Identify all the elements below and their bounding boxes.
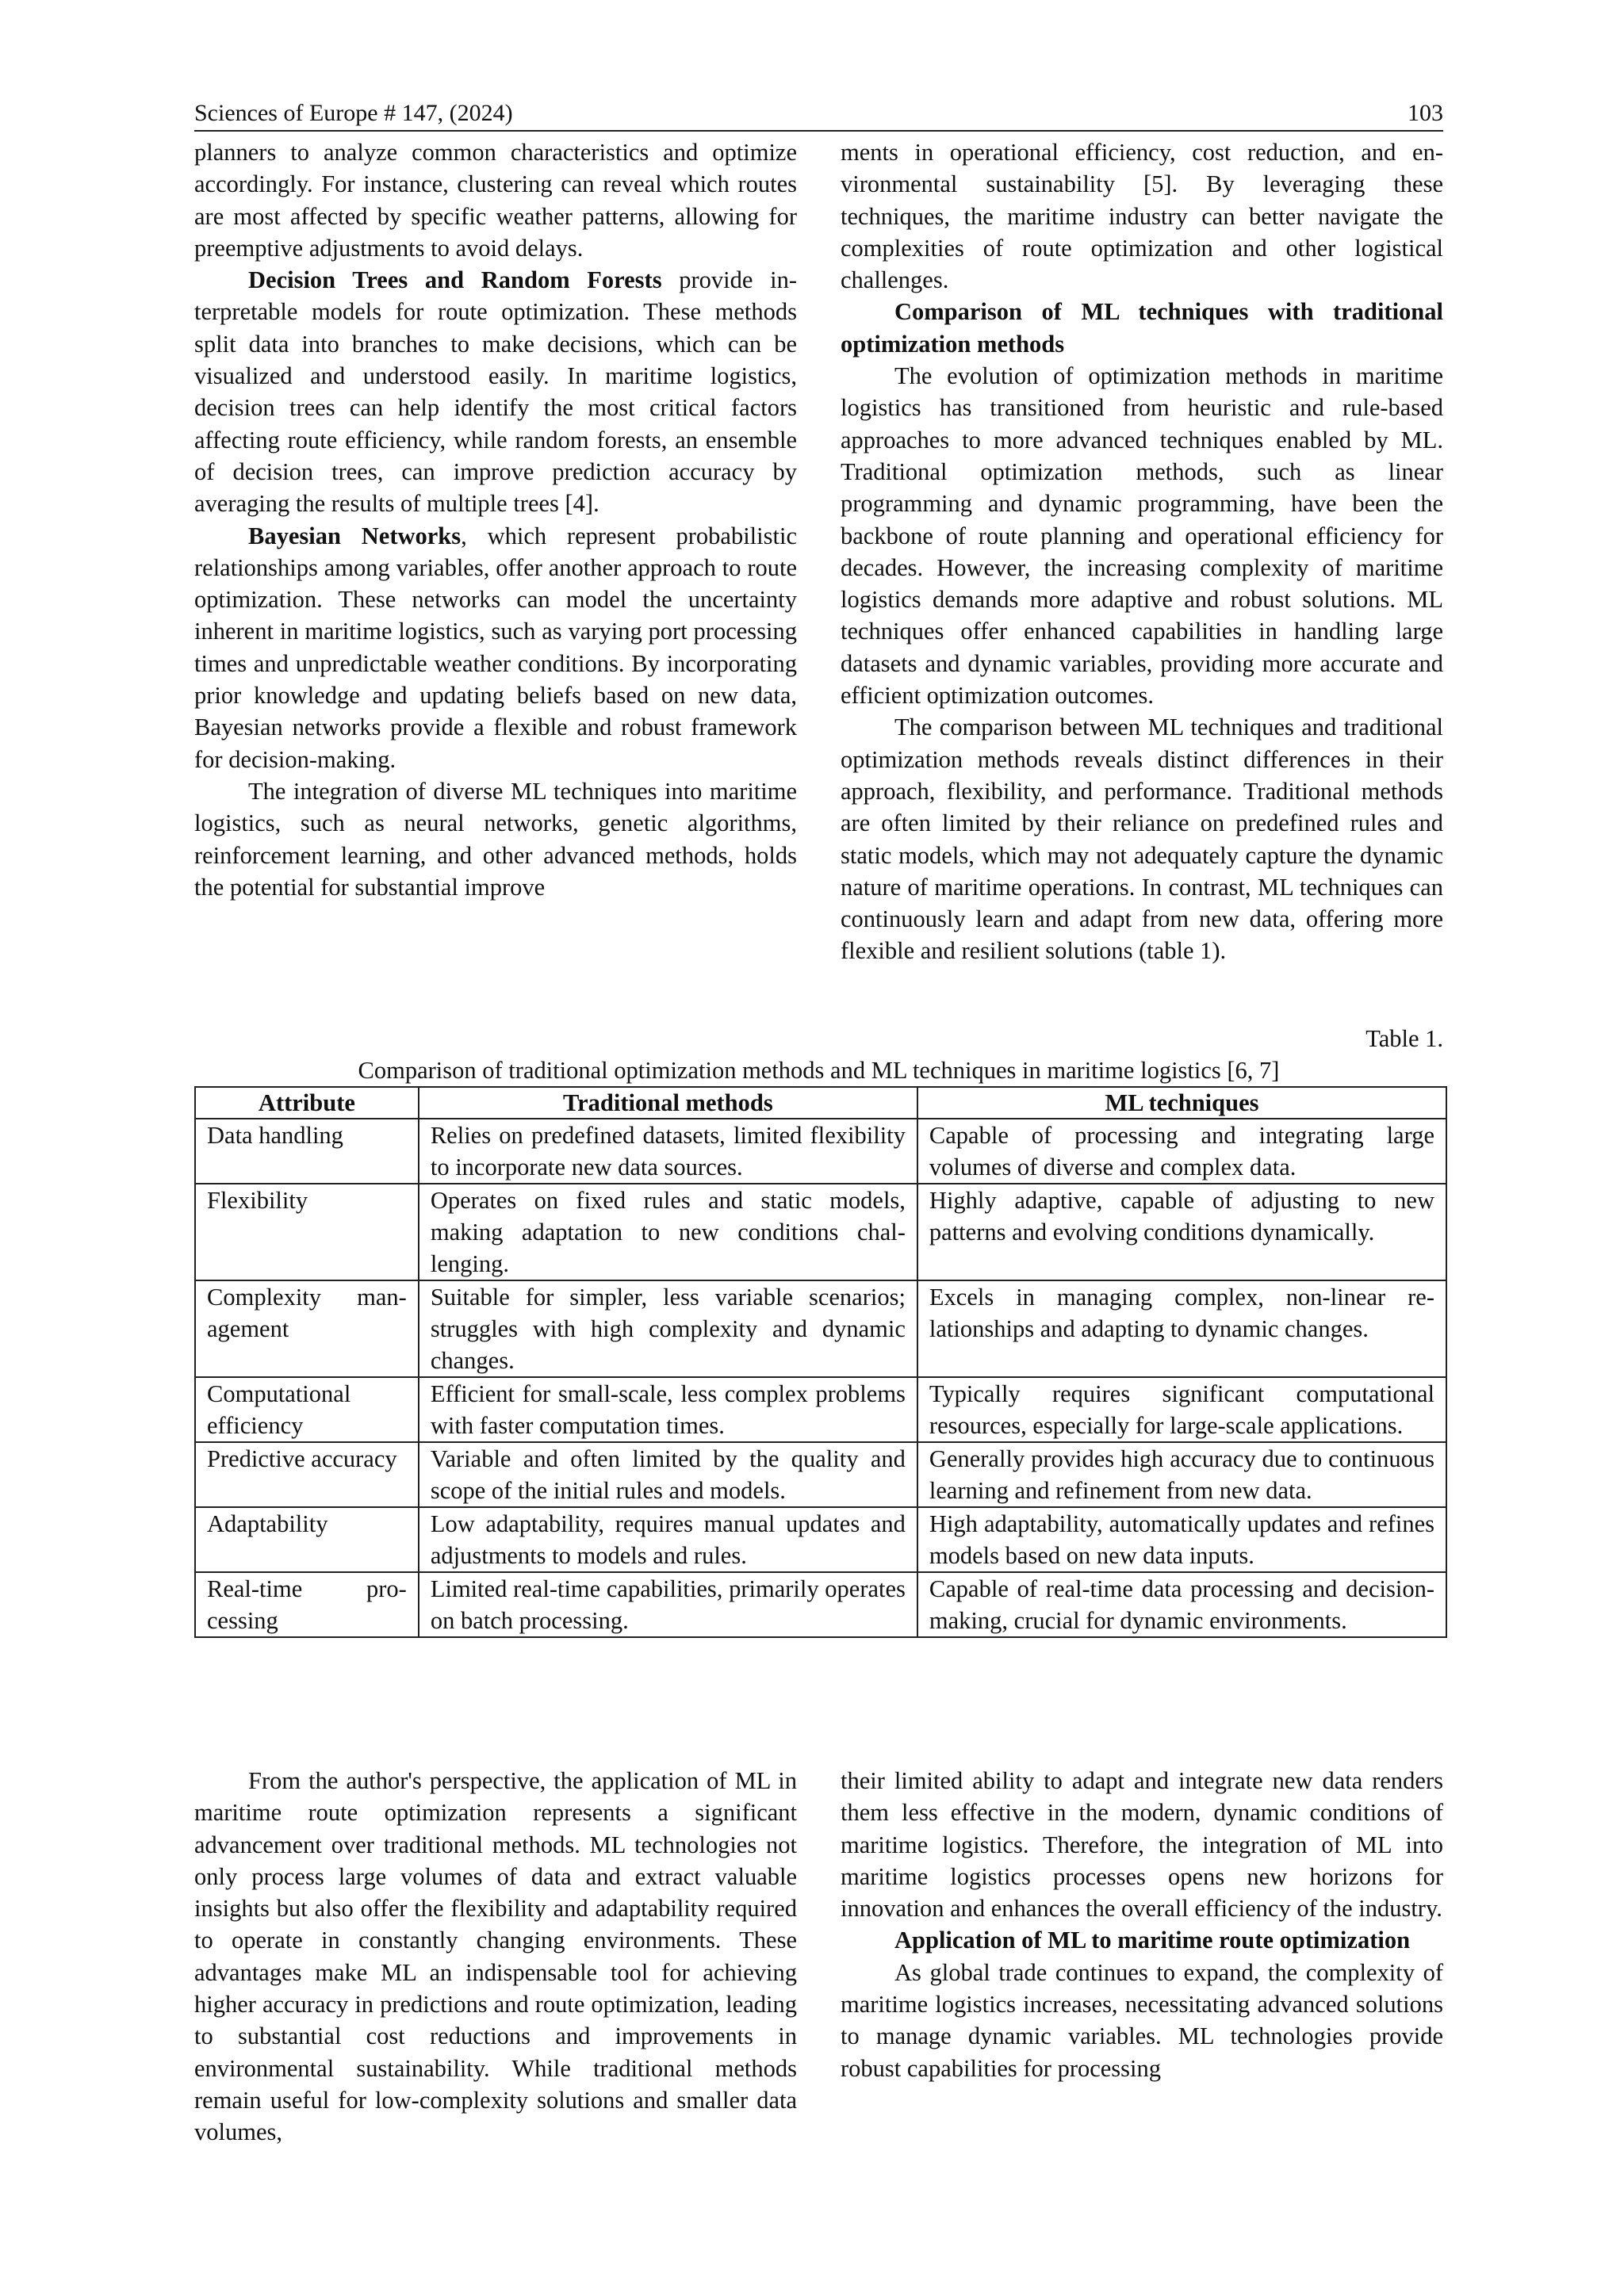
table-cell: Adaptability	[195, 1507, 419, 1572]
table-cell: Operates on fixed rules and static models, making adaptation to new conditions challenging.	[419, 1184, 917, 1280]
table-cell: High adaptability, automatically updates and refines models based on new data inputs.	[917, 1507, 1446, 1572]
paragraph: planners to analyze common characteristics and optimize accordingly. For instance, clustering can reveal which routes are most affected by specific weather patterns, allowing for preemptive adjustments to avoid delays.	[194, 139, 797, 262]
table-cell: Low adaptability, requires manual updates and adjustments to models and rules.	[419, 1507, 917, 1572]
paragraph: ments in operational efficiency, cost reduction, and environmental sustainability [5]. By leveraging these techniques, the maritime industry can better navigate the complexities of route optimization and other logistical challenges.	[841, 139, 1443, 294]
paragraph-decision-trees	[194, 264, 797, 519]
table-cell: Variable and often limited by the quality and scope of the initial rules and models.	[419, 1442, 917, 1507]
running-head	[194, 98, 1443, 132]
paragraph-text: , which represent probabilistic relationships among variables, offer another approach to route optimization. These networks can model the uncertainty inherent in maritime logistics, such as varying port processing times and unpredictable weather conditions. By incorporating prior knowledge and updating beliefs based on new data, Bayesian networks provide a flexible and robust framework for decision-making.	[194, 522, 797, 773]
table-label: Table 1.	[1365, 1025, 1443, 1052]
table-header-row	[195, 1087, 1446, 1119]
term-bayesian-networks: Bayesian Networks	[248, 522, 462, 549]
journal-title: Sciences of Europe # 147, (2024)	[194, 100, 513, 126]
column-header: Attribute	[195, 1087, 419, 1119]
paragraph: their limited ability to adapt and integrate new data renders them less effective in the modern, dynamic conditions of maritime logistics. Therefore, the integration of ML into maritime logistics processes opens new horizons for innovation and enhances the overall efficiency of the industry.	[841, 1767, 1443, 1923]
section-heading: Application of ML to maritime route optimization	[894, 1927, 1411, 1954]
table-cell: Real-time processing	[195, 1572, 419, 1637]
column-bottom-left	[194, 1765, 797, 2149]
column-top-right	[841, 136, 1443, 967]
table-cell: Limited real-time capabilities, primarily operates on batch processing.	[419, 1572, 917, 1637]
table-caption: Comparison of traditional optimization methods and ML techniques in maritime logistics [6, 7]	[358, 1057, 1280, 1084]
column-header: ML techniques	[917, 1087, 1446, 1119]
table-cell: Flexibility	[195, 1184, 419, 1280]
column-bottom-right	[841, 1765, 1443, 2084]
table-cell: Predictive accuracy	[195, 1442, 419, 1507]
table-cell: Excels in managing complex, non-linear relationships and adapting to dynamic changes.	[917, 1280, 1446, 1377]
table-row	[195, 1507, 1446, 1572]
table-cell: Highly adaptive, capable of adjusting to new patterns and evolving conditions dynamically.	[917, 1184, 1446, 1280]
table-cell: Generally provides high accuracy due to continuous learning and refinement from new data.	[917, 1442, 1446, 1507]
table-row	[195, 1280, 1446, 1377]
column-top-left	[194, 136, 797, 903]
table-cell: Typically requires significant computational resources, especially for large-scale applications.	[917, 1377, 1446, 1442]
table-cell: Suitable for simpler, less variable scenarios; struggles with high complexity and dynamic changes.	[419, 1280, 917, 1377]
table-row	[195, 1377, 1446, 1442]
paragraph: The comparison between ML techniques and traditional optimization methods reveals distinct differences in their approach, flexibility, and performance. Traditional methods are often limited by their reliance on predefined rules and static models, which may not adequately capture the dynamic nature of maritime operations. In contrast, ML techniques can continuously learn and adapt from new data, offering more flexible and resilient solutions (table 1).	[841, 714, 1443, 965]
section-heading: Comparison of ML techniques with traditional optimization methods	[841, 298, 1443, 358]
table-row	[195, 1442, 1446, 1507]
paragraph: As global trade continues to expand, the complexity of maritime logistics increases, necessitating advanced solutions to manage dynamic variables. ML technologies provide robust capabilities for processing	[841, 1958, 1443, 2082]
table-row	[195, 1184, 1446, 1280]
paragraph: From the author's perspective, the application of ML in maritime route optimization represents a significant advancement over traditional methods. ML technologies not only process large volumes of data and extract valuable insights but also offer the flexibility and adaptability required to operate in constantly changing environments. These advantages make ML an indispensable tool for achieving higher accuracy in predictions and route optimization, leading to substantial cost reductions and improvements in environmental sustainability. While traditional methods remain useful for low-complexity solutions and smaller data volumes,	[194, 1767, 797, 2146]
paragraph: The integration of diverse ML techniques into maritime logistics, such as neural networks, genetic algorithms, reinforcement learning, and other advanced methods, holds the potential for substantial improve	[194, 777, 797, 901]
paragraph-text: provide interpretable models for route optimization. These methods split data into branches to make decisions, which can be visualized and understood easily. In maritime logistics, decision trees can help identify the most critical factors affecting route efficiency, while random forests, an ensemble of decision trees, can improve prediction accuracy by averaging the results of multiple trees [4].	[194, 266, 797, 518]
paragraph-bayesian	[194, 520, 797, 775]
comparison-table	[194, 1086, 1447, 1638]
table-cell: Computational efficiency	[195, 1377, 419, 1442]
table-cell: Data handling	[195, 1119, 419, 1184]
table-cell: Efficient for small-scale, less complex problems with faster computation times.	[419, 1377, 917, 1442]
paragraph: The evolution of optimization methods in maritime logistics has transitioned from heuristic and rule-based approaches to more advanced techniques enabled by ML. Traditional optimization methods, such as linear programming and dynamic programming, have been the backbone of route planning and operational efficiency for decades. However, the increasing complexity of maritime logistics demands more adaptive and robust solutions. ML techniques offer enhanced capabilities in handling large datasets and dynamic variables, providing more accurate and efficient optimization outcomes.	[841, 362, 1443, 710]
term-decision-trees: Decision Trees and Random Forests	[248, 266, 662, 294]
table-cell: Relies on predefined datasets, limited flexibility to incorporate new data sources.	[419, 1119, 917, 1184]
table-cell: Complexity management	[195, 1280, 419, 1377]
table-row	[195, 1119, 1446, 1184]
table-cell: Capable of real-time data processing and decision-making, crucial for dynamic environments.	[917, 1572, 1446, 1637]
column-header: Traditional methods	[419, 1087, 917, 1119]
page-number: 103	[1408, 100, 1443, 126]
table-cell: Capable of processing and integrating large volumes of diverse and complex data.	[917, 1119, 1446, 1184]
table-row	[195, 1572, 1446, 1637]
